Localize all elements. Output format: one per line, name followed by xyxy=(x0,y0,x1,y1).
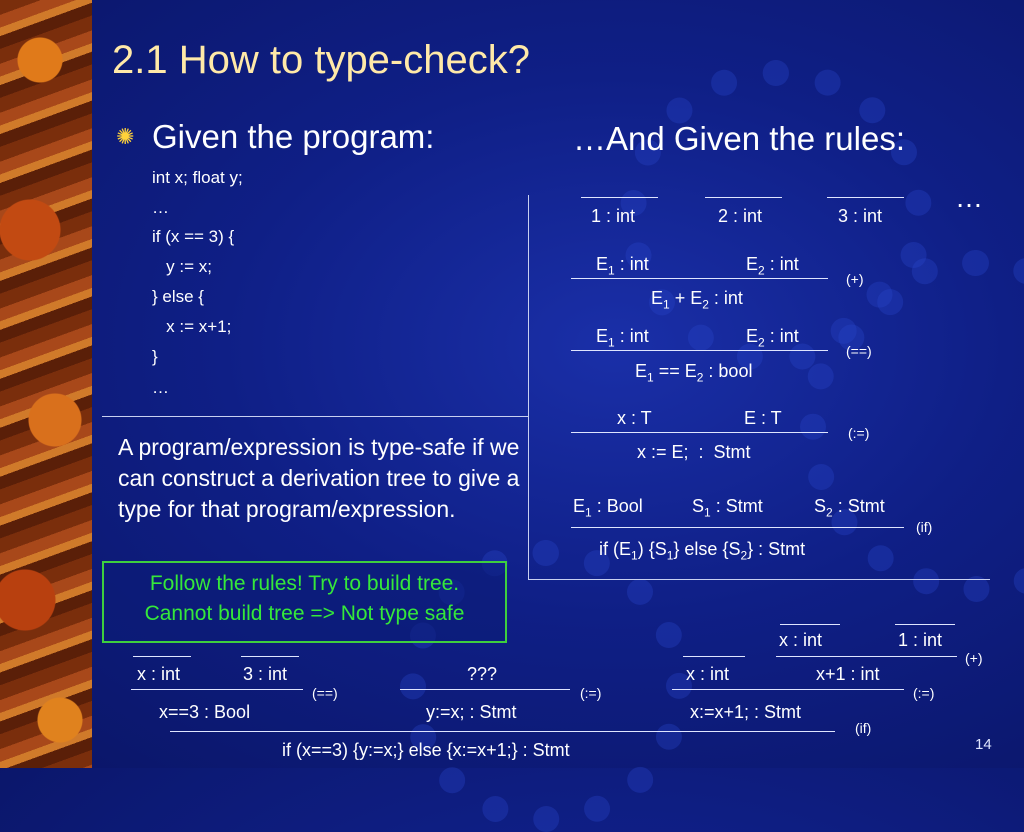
horizontal-divider xyxy=(102,416,528,417)
tree-x-assign: x:=x+1; : Stmt xyxy=(690,702,802,722)
type-safety-explanation: A program/expression is type-safe if we can construct a derivation tree to give a type for that program/expression. xyxy=(118,434,520,522)
eq-conclusion: $E_1 == E_2$ : bool xyxy=(635,361,753,385)
tree-bar xyxy=(400,689,570,690)
axiom-three-int: 3 : int xyxy=(838,206,883,226)
tree-bar xyxy=(780,624,840,625)
tree-x-int-b: x : int xyxy=(686,664,730,684)
rule-bar xyxy=(827,197,904,198)
eq-rule-tag: (==) xyxy=(846,343,872,359)
plus-premise-1: $E_1$ : int xyxy=(596,254,649,278)
assign-premise-2: E : T xyxy=(744,408,782,428)
rule-bar xyxy=(571,350,828,351)
plus-rule-tag: (+) xyxy=(846,271,864,287)
tree-unknown-premise: ??? xyxy=(467,664,498,684)
if-premise-1: $E_1$ : Bool xyxy=(573,496,643,520)
page-number: 14 xyxy=(975,736,992,753)
plus-premise-2: $E_2$ : int xyxy=(746,254,799,278)
rule-bar xyxy=(571,278,828,279)
tree-three-int: 3 : int xyxy=(243,664,288,684)
tree-bar xyxy=(683,656,745,657)
if-conclusion: if $(E_1)$ $\{S_1\}$ else $\{S_2\}$ : Stmt xyxy=(599,539,806,563)
code-line: if (x == 3) { xyxy=(152,227,235,246)
tree-x-int-top: x : int xyxy=(779,630,823,650)
tree-assign-tag-2: (:=) xyxy=(913,685,935,701)
tree-bar xyxy=(133,656,191,657)
vertical-divider xyxy=(528,195,529,580)
tree-bar xyxy=(672,689,904,690)
tree-x-eq-3: x==3 : Bool xyxy=(159,702,251,722)
rule-bar xyxy=(571,527,904,528)
if-rule-tag: (if) xyxy=(916,519,933,535)
code-line: x := x+1; xyxy=(152,317,232,336)
tree-assign-tag-1: (:=) xyxy=(580,685,602,701)
horizontal-divider xyxy=(528,579,990,580)
callout-line-2: Cannot build tree => Not type safe xyxy=(144,602,465,625)
code-line: … xyxy=(152,198,169,217)
bullet-icon: ✺ xyxy=(116,124,135,149)
axiom-two-int: 2 : int xyxy=(718,206,763,226)
if-premise-2: $S_1$ : Stmt xyxy=(692,496,763,520)
assign-premise-1: x : T xyxy=(617,408,652,428)
code-line: int x; float y; xyxy=(152,168,243,187)
axiom-one-int: 1 : int xyxy=(591,206,636,226)
tree-one-int: 1 : int xyxy=(898,630,943,650)
tree-if-tag: (if) xyxy=(855,720,872,736)
code-line: } xyxy=(152,347,158,366)
tree-bar xyxy=(241,656,299,657)
tree-bar xyxy=(131,689,303,690)
tree-x-int: x : int xyxy=(137,664,181,684)
code-line: … xyxy=(152,378,169,397)
callout-line-1: Follow the rules! Try to build tree. xyxy=(149,572,460,595)
tree-bar xyxy=(895,624,955,625)
more-rules-ellipsis: … xyxy=(955,182,983,213)
program-heading: Given the program: xyxy=(152,118,435,155)
assign-conclusion: x := E; : Stmt xyxy=(637,442,751,462)
tree-root-conclusion: if (x==3) {y:=x;} else {x:=x+1;} : Stmt xyxy=(282,740,570,760)
plus-conclusion: $E_1 + E_2$ : int xyxy=(651,288,743,312)
rule-bar xyxy=(705,197,782,198)
rule-bar xyxy=(571,432,828,433)
tree-root-bar xyxy=(170,731,835,732)
if-premise-3: $S_2$ : Stmt xyxy=(814,496,885,520)
decorative-gear-strip xyxy=(0,0,92,768)
code-line: y := x; xyxy=(152,257,212,276)
eq-premise-1: $E_1$ : int xyxy=(596,326,649,350)
code-line: } else { xyxy=(152,287,204,306)
tree-y-assign: y:=x; : Stmt xyxy=(426,702,517,722)
callout-box xyxy=(102,561,507,643)
eq-premise-2: $E_2$ : int xyxy=(746,326,799,350)
tree-plus-tag: (+) xyxy=(965,650,983,666)
tree-eq-tag: (==) xyxy=(312,685,338,701)
tree-bar xyxy=(776,656,957,657)
rule-bar xyxy=(581,197,658,198)
tree-x-plus-1: x+1 : int xyxy=(816,664,880,684)
slide-title: 2.1 How to type-check? xyxy=(112,38,530,82)
rules-heading: …And Given the rules: xyxy=(573,120,905,157)
assign-rule-tag: (:=) xyxy=(848,425,870,441)
